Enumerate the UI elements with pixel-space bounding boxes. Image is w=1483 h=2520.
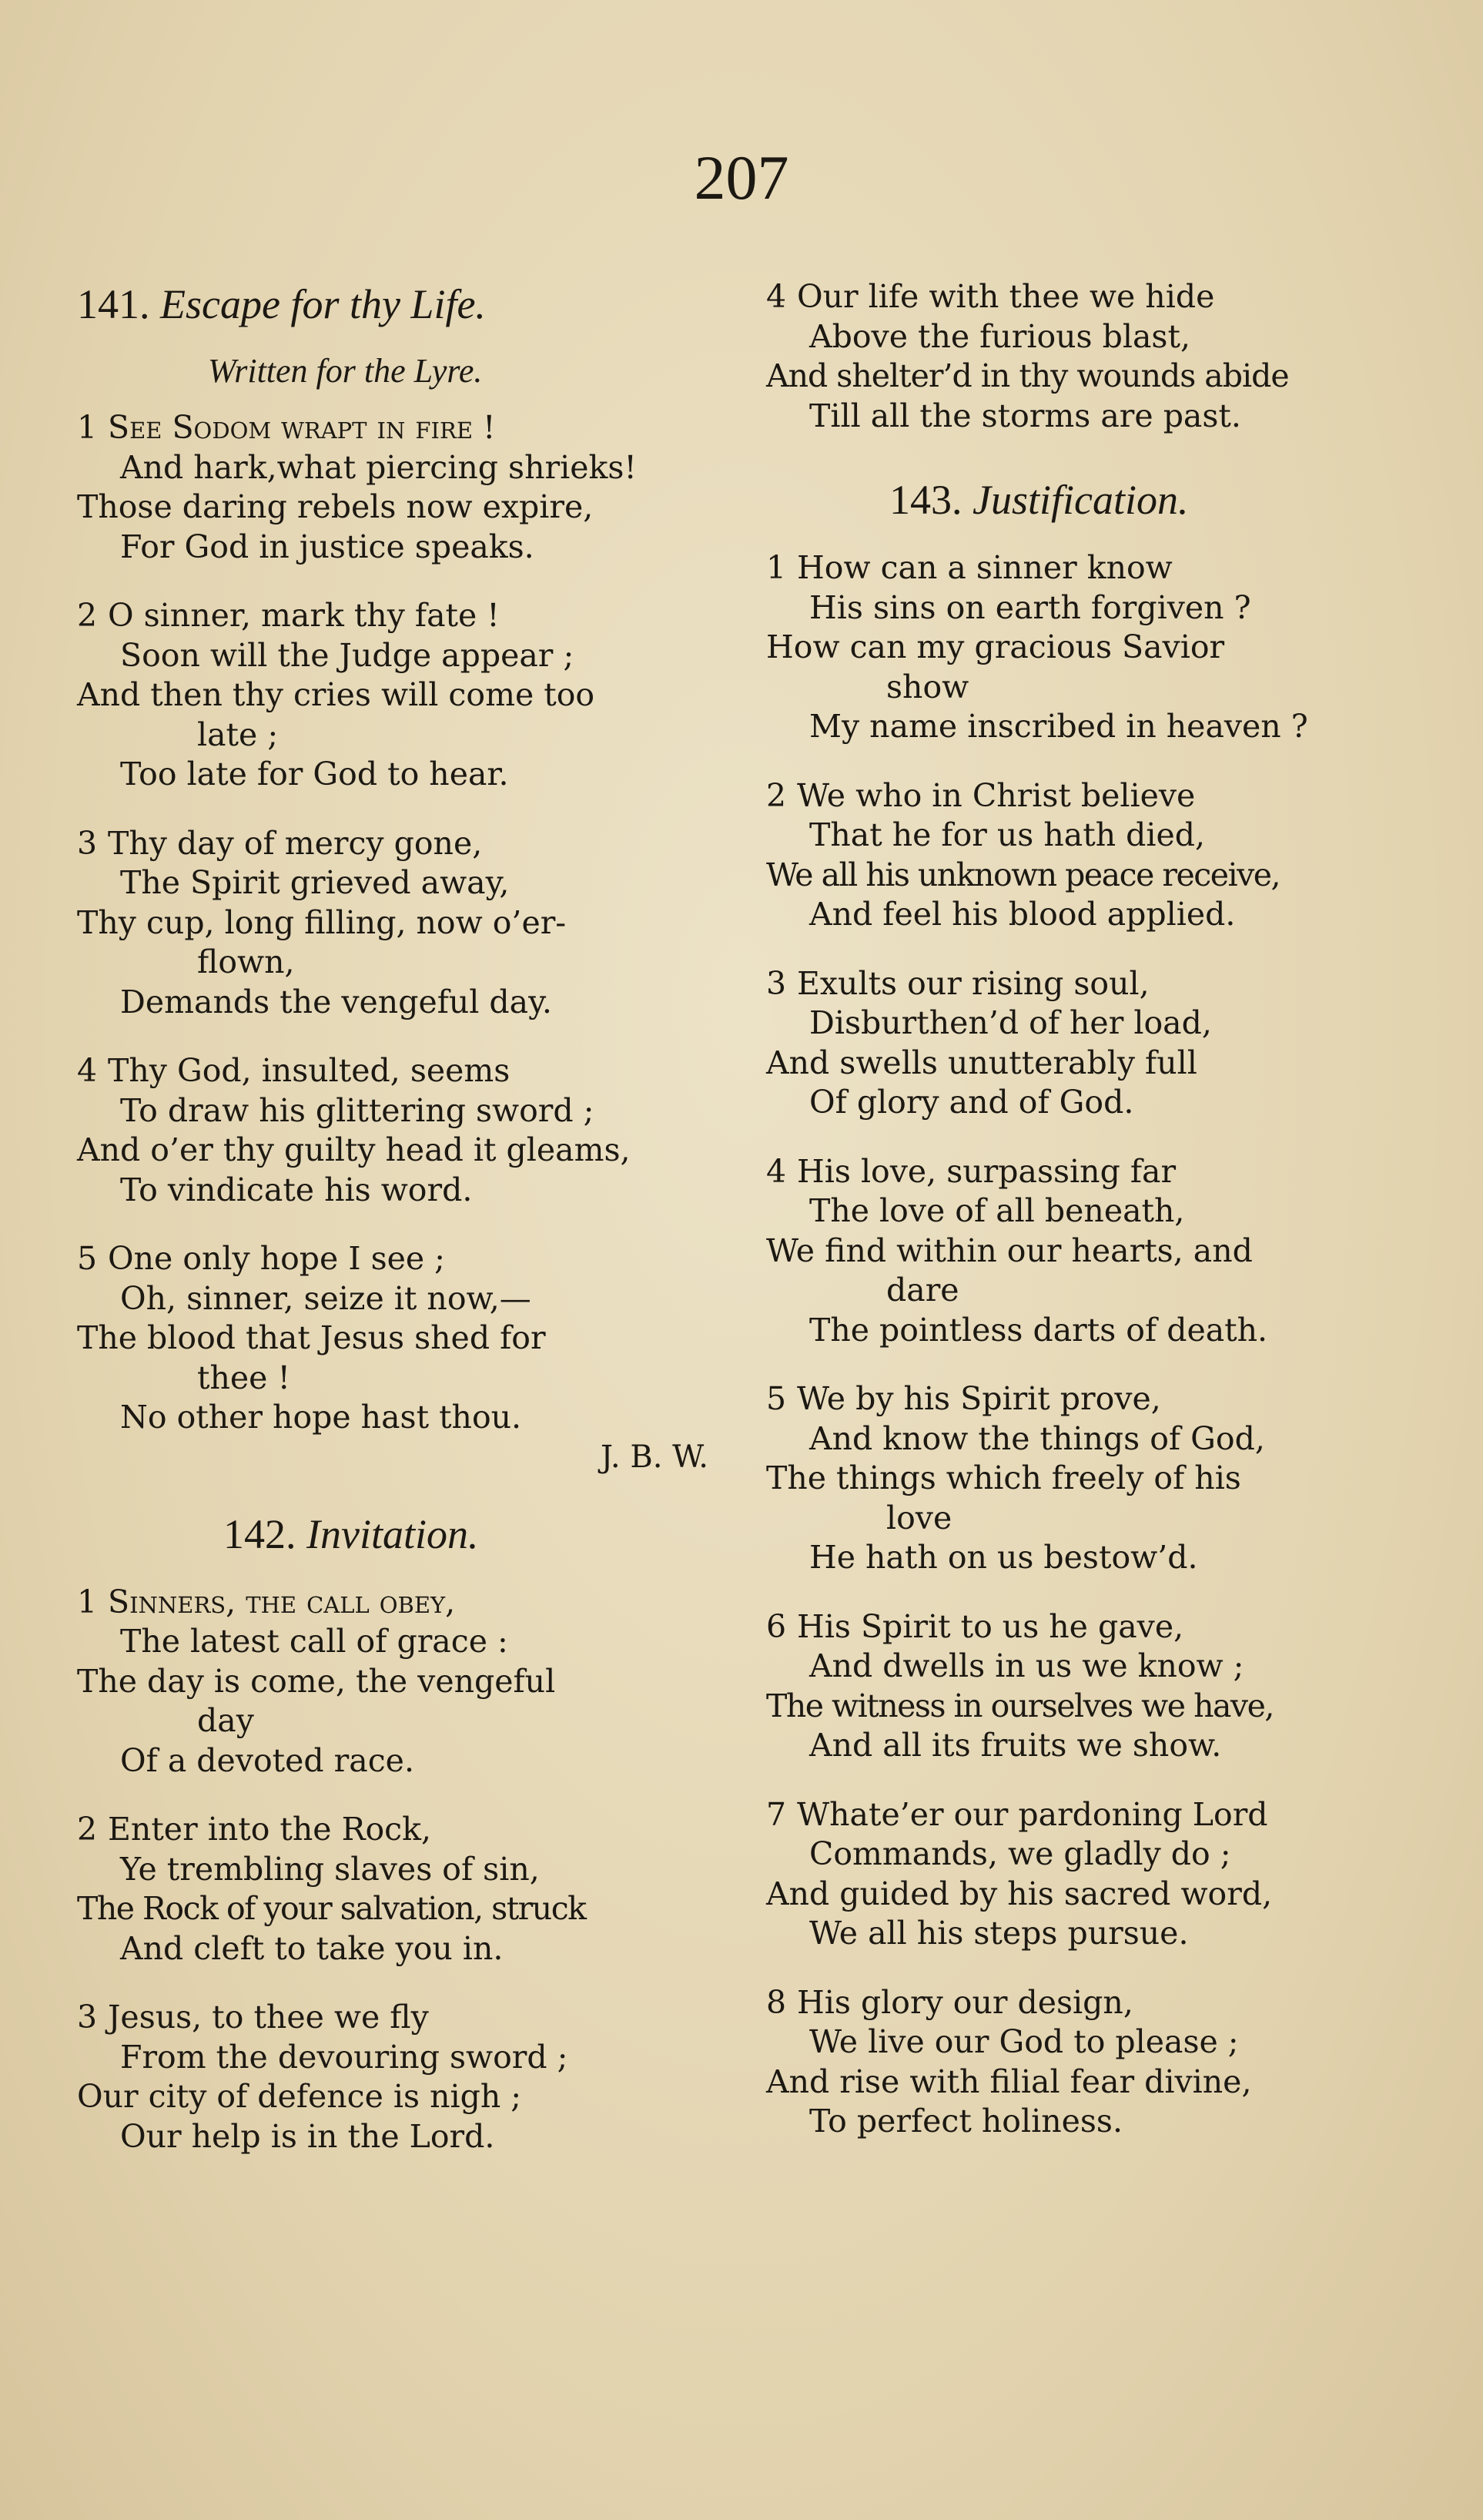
verse-line: Whate’er our pardoning Lord bbox=[797, 1795, 1268, 1833]
verse-line: Ye trembling slaves of sin, bbox=[120, 1850, 540, 1888]
verse-line: The blood that Jesus shed for bbox=[77, 1319, 546, 1356]
stanza-number: 4 bbox=[766, 1152, 787, 1190]
verse-line: We live our God to please ; bbox=[809, 2023, 1239, 2060]
verse-line: To perfect holiness. bbox=[809, 2103, 1123, 2140]
verse-line: The Spirit grieved away, bbox=[120, 864, 510, 901]
verse-line-wrap: late ; bbox=[197, 715, 279, 753]
stanza bbox=[77, 596, 739, 795]
verse-line-wrap: thee ! bbox=[197, 1359, 290, 1396]
hymn-title-text: Invitation. bbox=[306, 1510, 479, 1557]
verse-line: Above the furious blast, bbox=[809, 317, 1190, 355]
verse-line: And dwells in us we know ; bbox=[809, 1647, 1244, 1684]
verse-line: That he for us hath died, bbox=[809, 816, 1206, 853]
verse-line: We who in Christ believe bbox=[797, 776, 1196, 814]
verse-line: My name inscribed in heaven ? bbox=[809, 708, 1308, 745]
verse-line: His glory our design, bbox=[797, 1983, 1133, 2021]
stanza-number: 7 bbox=[766, 1795, 787, 1833]
verse-line: He hath on us bestow’d. bbox=[809, 1539, 1198, 1576]
verse-line: And hark,what piercing shrieks! bbox=[120, 448, 637, 486]
stanza bbox=[77, 1583, 739, 1781]
stanza-number: 5 bbox=[77, 1240, 98, 1277]
verse-line: O sinner, mark thy fate ! bbox=[108, 597, 500, 634]
verse-line: Those daring rebels now expire, bbox=[77, 488, 594, 525]
stanza-number: 1 bbox=[77, 409, 98, 446]
verse-line: To draw his glittering sword ; bbox=[120, 1091, 594, 1129]
verse-line: Our help is in the Lord. bbox=[120, 2117, 495, 2155]
verse-line: Thy day of mercy gone, bbox=[108, 824, 483, 862]
verse-line: We all his unknown peace receive, bbox=[766, 856, 1280, 893]
verse-line: We find within our hearts, and bbox=[766, 1232, 1253, 1269]
stanza-number: 1 bbox=[766, 549, 787, 586]
verse-line: Of glory and of God. bbox=[809, 1084, 1134, 1121]
verse-line: The Rock of your salvation, struck bbox=[77, 1890, 586, 1927]
stanza-number: 3 bbox=[766, 964, 787, 1002]
stanza bbox=[77, 1810, 739, 1969]
stanza bbox=[77, 408, 739, 567]
verse-line: Of a devoted race. bbox=[120, 1741, 414, 1779]
hymn-number: 142. bbox=[223, 1510, 296, 1557]
stanza-number: 2 bbox=[77, 1811, 98, 1848]
hymn-141-title bbox=[77, 277, 739, 331]
hymn-number: 141. bbox=[77, 281, 150, 327]
verse-line: And guided by his sacred word, bbox=[766, 1875, 1273, 1912]
verse-line: Demands the vengeful day. bbox=[120, 983, 552, 1020]
stanza-number: 5 bbox=[766, 1380, 787, 1417]
stanza bbox=[766, 1607, 1413, 1766]
verse-line: Too late for God to hear. bbox=[120, 756, 509, 793]
stanza bbox=[766, 964, 1413, 1123]
stanza-number: 2 bbox=[77, 597, 98, 634]
stanza-number: 4 bbox=[766, 278, 787, 315]
verse-line: Sinners, the call obey, bbox=[108, 1583, 456, 1620]
verse-line: The love of all beneath, bbox=[809, 1192, 1185, 1229]
stanza bbox=[766, 1152, 1413, 1351]
stanza bbox=[77, 824, 739, 1023]
hymn-title-text: Escape for thy Life. bbox=[160, 281, 486, 327]
verse-line: Till all the storms are past. bbox=[809, 397, 1241, 434]
verse-line: We by his Spirit prove, bbox=[797, 1380, 1161, 1417]
verse-line: His love, surpassing far bbox=[797, 1152, 1177, 1190]
verse-line: Oh, sinner, seize it now,— bbox=[120, 1279, 531, 1317]
verse-line: The pointless darts of death. bbox=[809, 1311, 1268, 1349]
verse-line: The day is come, the vengeful bbox=[77, 1662, 556, 1700]
verse-line: Exults our rising soul, bbox=[797, 964, 1150, 1002]
verse-line: The witness in ourselves we have, bbox=[766, 1687, 1274, 1724]
verse-line: Commands, we gladly do ; bbox=[809, 1835, 1231, 1872]
verse-line: And cleft to take you in. bbox=[120, 1929, 504, 1967]
verse-line: How can a sinner know bbox=[797, 549, 1173, 586]
verse-line: Thy cup, long filling, now o’er- bbox=[77, 903, 567, 941]
verse-line: The latest call of grace : bbox=[120, 1623, 508, 1660]
verse-line: For God in justice speaks. bbox=[120, 528, 534, 565]
verse-line: Jesus, to thee we fly bbox=[108, 1999, 429, 2036]
verse-line: Disburthen’d of her load, bbox=[809, 1004, 1212, 1041]
stanza-number: 1 bbox=[77, 1583, 98, 1620]
verse-line: His Spirit to us he gave, bbox=[797, 1607, 1184, 1645]
verse-line-wrap: love bbox=[886, 1499, 952, 1536]
verse-line: And all its fruits we show. bbox=[809, 1727, 1222, 1764]
stanza bbox=[766, 1795, 1413, 1954]
verse-line: To vindicate his word. bbox=[120, 1171, 473, 1208]
verse-line: No other hope hast thou. bbox=[120, 1399, 522, 1436]
verse-line: And know the things of God, bbox=[809, 1419, 1265, 1457]
verse-line: One only hope I see ; bbox=[108, 1240, 445, 1277]
verse-line: How can my gracious Savior bbox=[766, 628, 1225, 665]
stanza-number: 2 bbox=[766, 776, 787, 814]
verse-line: And o’er thy guilty head it gleams, bbox=[77, 1131, 631, 1168]
verse-line-wrap: day bbox=[197, 1702, 254, 1739]
right-column bbox=[766, 277, 1413, 2142]
stanza-number: 3 bbox=[77, 824, 98, 862]
verse-line-wrap: dare bbox=[886, 1272, 959, 1309]
verse-line: And swells unutterably full bbox=[766, 1044, 1197, 1081]
stanza-number: 3 bbox=[77, 1999, 98, 2036]
verse-line: We all his steps pursue. bbox=[809, 1915, 1189, 1952]
author-initials: J. B. W. bbox=[600, 1439, 708, 1475]
hymn-141-subtitle: Written for the Lyre. bbox=[208, 352, 483, 390]
verse-line: And rise with filial fear divine, bbox=[766, 2063, 1252, 2100]
stanza bbox=[77, 1239, 739, 1438]
left-column bbox=[77, 277, 739, 2186]
stanza bbox=[766, 548, 1413, 747]
verse-line: Our city of defence is nigh ; bbox=[77, 2078, 522, 2115]
verse-line: Soon will the Judge appear ; bbox=[120, 636, 574, 674]
hymn-title-text: Justification. bbox=[972, 477, 1189, 523]
stanza bbox=[766, 776, 1413, 935]
verse-line: And shelter’d in thy wounds abide bbox=[766, 357, 1289, 394]
page-number: 207 bbox=[694, 142, 789, 213]
stanza-number: 4 bbox=[77, 1052, 98, 1089]
hymn-number: 143. bbox=[889, 477, 962, 523]
verse-line: From the devouring sword ; bbox=[120, 2038, 568, 2076]
hymn-142-title bbox=[77, 1507, 739, 1561]
stanza bbox=[766, 1983, 1413, 2142]
verse-line: Enter into the Rock, bbox=[108, 1811, 431, 1848]
verse-line: His sins on earth forgiven ? bbox=[809, 588, 1251, 626]
stanza-number: 8 bbox=[766, 1983, 787, 2021]
stanza bbox=[77, 1051, 739, 1210]
hymn-143-title bbox=[766, 473, 1413, 527]
stanza bbox=[77, 1998, 739, 2156]
verse-line: And then thy cries will come too bbox=[77, 676, 595, 713]
verse-line: Our life with thee we hide bbox=[797, 278, 1215, 315]
stanza-number: 6 bbox=[766, 1607, 787, 1645]
verse-line: And feel his blood applied. bbox=[809, 896, 1236, 933]
verse-line-wrap: flown, bbox=[197, 943, 295, 980]
verse-line: The things which freely of his bbox=[766, 1459, 1241, 1496]
stanza bbox=[766, 277, 1413, 436]
verse-line-wrap: show bbox=[886, 668, 969, 705]
verse-line: Thy God, insulted, seems bbox=[108, 1052, 511, 1089]
verse-line: See Sodom wrapt in fire ! bbox=[108, 409, 496, 446]
stanza bbox=[766, 1379, 1413, 1578]
